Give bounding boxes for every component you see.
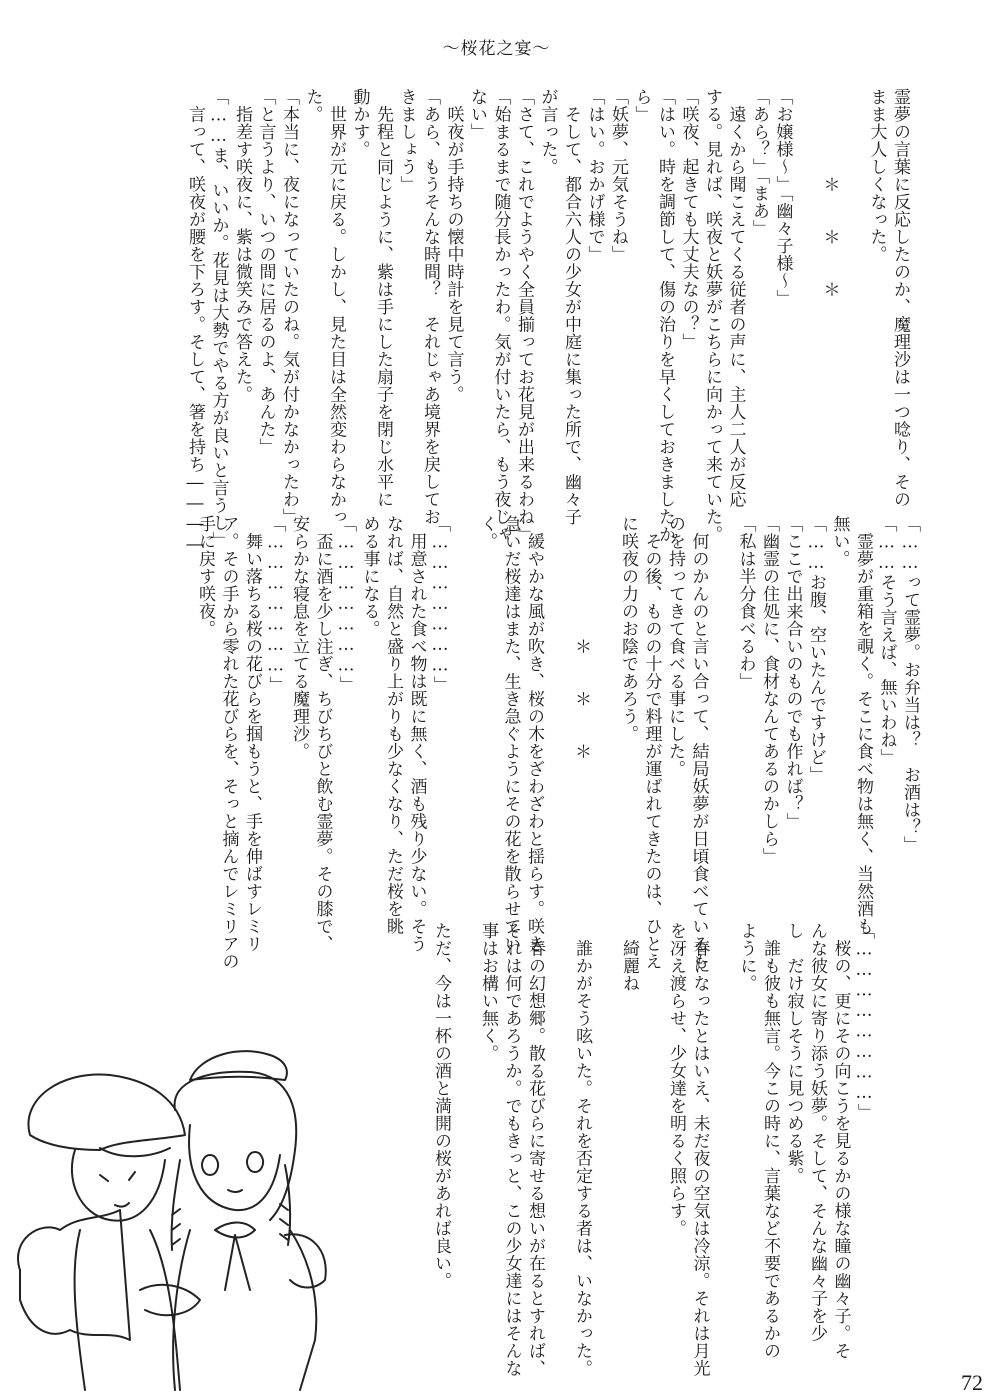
text-line: 「幽霊の住処に、食材なんてあるのかしら」 — [759, 515, 779, 865]
page-number: 72 — [961, 1370, 983, 1395]
text-line: 「はい。おかげ様で」 — [584, 88, 605, 263]
text-line: 春になったとはいえ、未だ夜の空気は冷涼。それは月光 — [689, 922, 710, 1377]
text-line: その後、ものの十分で料理が運ばれてきたのは、ひとえ — [641, 515, 662, 970]
character-illustration — [0, 1040, 430, 1400]
text-line: た。 — [302, 88, 323, 123]
text-line — [794, 88, 818, 555]
text-line: 先程と同じように、紫は手にした扇子を閉じ水平に — [373, 88, 393, 508]
text-line: きましょう」 — [396, 88, 417, 193]
right-character-mouth — [228, 1190, 242, 1192]
text-line: 「始まるまで随分長かったわ。気が付いたら、もう夜じゃ — [490, 88, 511, 543]
cap-ribbon — [100, 1148, 170, 1156]
text-line: める事になる。 — [359, 515, 380, 638]
text-line — [593, 922, 617, 1377]
chapter-title: 〜桜花之宴〜 — [442, 39, 551, 59]
text-line: 世界が元に戻る。しかし、見た目は全然変わらなかっ — [326, 88, 346, 526]
text-line: 「と言うより、いつの間に居るのよ、あんた」 — [255, 88, 276, 456]
right-character-hair — [175, 1072, 297, 1220]
text-line: 「お嬢様〜」「幽々子様〜」 — [772, 88, 793, 307]
text-line: のを持ってきて食べる事にした。 — [665, 515, 685, 778]
text-line: ＊ ＊ ＊ — [571, 515, 591, 760]
text-line: 舞い落ちる桜の花びらを掴もうと、手を伸ばすレミリ — [242, 515, 262, 953]
text-line: ら」 — [631, 88, 652, 123]
text-line — [841, 88, 865, 555]
text-line — [546, 922, 570, 1377]
text-line: 「妖夢、元気そうね」 — [608, 88, 628, 263]
text-line: 「はい。時を調節して、傷の治りを早くしておきましたか — [655, 88, 675, 543]
text-line: ア。その手から零れた花びらを、そっと摘んでレミリアの — [218, 515, 239, 970]
text-line: する。見れば、咲夜と妖夢がこちらに向かって来ていた。 — [702, 88, 722, 543]
text-line: 「……お腹、空いたんですけど」 — [806, 515, 826, 784]
left-character-mouth — [115, 1203, 129, 1207]
left-braid — [172, 1160, 180, 1250]
text-line: 「さて、これでようやく全員揃ってお花見が出来るわね」 — [514, 88, 534, 543]
text-line: が言った。 — [537, 88, 558, 176]
text-line: 「ここで出来合いのものでも作れば？」 — [782, 515, 803, 830]
text-line: 盃に酒を少し注ぎ、ちびちびと飲む霊夢。その膝で、 — [312, 515, 333, 953]
right-braid — [280, 1165, 290, 1245]
text-line: 用意された食べ物は既に無く、酒も残り少ない。そう — [406, 515, 427, 953]
text-line: 急いだ桜達はまた、生き急ぐようにその花を散らせてい — [500, 515, 521, 953]
text-line: く。 — [477, 515, 497, 550]
text-line — [452, 922, 476, 1377]
text-line: それは何であろうか。でもきっと、この少女達にはそんな — [501, 922, 522, 1377]
text-line: そして、都合六人の少女が中庭に集った所で、幽々子 — [561, 88, 581, 526]
right-character-eye — [202, 1152, 263, 1175]
text-line: 「あら、もうそんな時間？ それじゃあ境界を戻してお — [420, 88, 440, 526]
text-line: 「…………………」 — [336, 515, 356, 694]
text-line: に咲夜の力のお陰であろう。 — [618, 515, 638, 743]
text-line: 「……って霊夢。お弁当は？ お酒は？」 — [900, 515, 920, 854]
text-line: 咲夜が手持ちの懐中時計を見て言う。 — [443, 88, 464, 403]
text-line: 「本当に、夜になっていたのね。気が付かなかったわ」 — [279, 88, 299, 526]
text-line: 桜の、更にその向こうを見るかの様な瞳の幽々子。そ — [830, 922, 851, 1360]
text-line: 「……………………」 — [854, 922, 874, 1121]
text-line: 「咲夜、起きても大丈夫なの？」 — [678, 88, 699, 351]
neck-ribbon — [215, 1223, 255, 1291]
text-line: ただ、今は一杯の酒と満開の桜があれば良い。 — [431, 922, 451, 1290]
text-line: 霊夢が重箱を覗く。そこに食べ物は無く、当然酒も — [853, 515, 873, 935]
text-line: 霊夢の言葉に反応したのか、魔理沙は一つ唸り、その — [890, 88, 910, 508]
text-line: 「…………………」 — [265, 515, 286, 694]
mob-cap-outline — [28, 1074, 185, 1150]
text-line: ように。 — [736, 922, 757, 992]
text-block-bottom — [429, 922, 876, 1377]
text-line: 事はお構い無く。 — [478, 922, 498, 1062]
text-line: 「私は半分食べるわ」 — [735, 515, 756, 690]
text-line: 春の幻想郷。散る花びらに寄せる想いが在るとすれば、 — [525, 922, 545, 1377]
text-line: ない」 — [467, 88, 487, 141]
text-line — [711, 922, 735, 1377]
text-line: なれば、自然と盛り上がりも少なくなり、ただ桜を眺 — [383, 515, 403, 935]
text-line: し だけ寂しそうに見つめる紫。 — [783, 922, 804, 1185]
text-line: 緩やかな風が吹き、桜の木をざわざわと揺らす。咲き — [524, 515, 544, 953]
text-line: まま大人しくなった。 — [866, 88, 887, 263]
text-line: 遠くから聞こえてくる従者の声に、主人二人が反応 — [725, 88, 746, 508]
text-line: んな彼女に寄り添う妖夢。そして、そんな幽々子を少 — [807, 922, 827, 1342]
text-block-middle — [193, 515, 922, 970]
text-line: 動かす。 — [349, 88, 370, 158]
text-line: 綺麗ね — [619, 922, 639, 992]
text-line — [710, 515, 734, 970]
text-line: 指差す咲夜に、紫は微笑みで答えた。 — [232, 88, 252, 403]
text-line: 手に戻す咲夜。 — [195, 515, 215, 638]
left-character-eye — [100, 1172, 135, 1181]
text-line — [545, 515, 569, 970]
text-line: 「……ま、いいか。花見は大勢でやる方が良いと言うし」 — [208, 88, 229, 549]
text-line: を冴え渡らせ、少女達を明るく照らす。 — [666, 922, 686, 1237]
text-line: 何のかんのと言い合って、結局妖夢が日頃食べているも — [688, 515, 709, 970]
text-line: 言って、咲夜が腰を下ろす。そして、箸を持ち―――― — [185, 88, 205, 555]
text-line — [451, 515, 475, 970]
text-line: 「…………………」 — [430, 515, 450, 694]
text-line: 無い。 — [829, 515, 850, 568]
text-block-top — [183, 88, 912, 555]
text-line — [640, 922, 664, 1377]
maid-dress — [173, 1230, 316, 1390]
text-line: 誰かがそう呟いた。それを否定する者は、いなかった。 — [572, 922, 592, 1377]
text-line: 「……そう言えば、無いわね」 — [876, 515, 897, 766]
text-line: 「あら？」「まあ」 — [749, 88, 769, 237]
text-line: 安らかな寝息を立てる魔理沙。 — [289, 515, 309, 760]
text-line: 誰も彼も無言。今この時に、言葉など不要であるかの — [760, 922, 780, 1360]
text-line: ＊ ＊ ＊ — [819, 88, 840, 298]
text-line — [592, 515, 616, 970]
